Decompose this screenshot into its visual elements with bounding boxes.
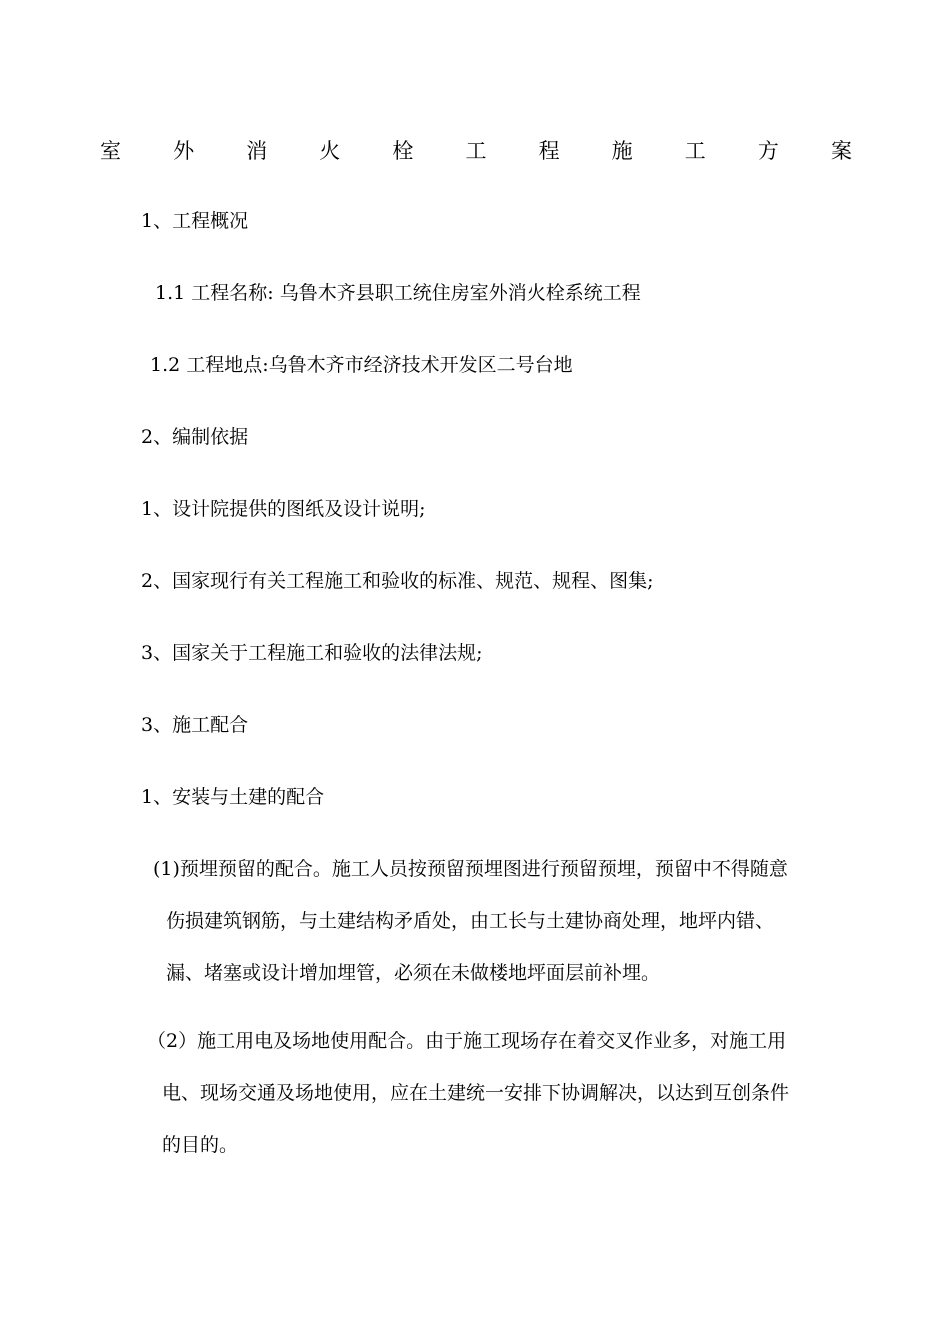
project-location-line: 1.2 工程地点:乌鲁木齐市经济技术开发区二号台地 (150, 354, 573, 376)
paragraph-line: 伤损建筑钢筋，与土建结构矛盾处，由工长与土建协商处理，地坪内错、 (166, 910, 775, 932)
document-title (100, 134, 852, 166)
title-char: 工 (465, 139, 487, 163)
title-char: 方 (757, 139, 779, 163)
title-char: 程 (538, 139, 560, 163)
basis-item-3: 3、国家关于工程施工和验收的法律法规; (141, 642, 483, 664)
paragraph-line: （2）施工用电及场地使用配合。由于施工现场存在着交叉作业多，对施工用 (147, 1030, 787, 1052)
paragraph-power-site-coordination (147, 1015, 789, 1171)
section-2-heading: 2、编制依据 (141, 426, 249, 448)
basis-item-1: 1、设计院提供的图纸及设计说明; (141, 498, 426, 520)
title-char: 工 (684, 139, 706, 163)
paragraph-line: 的目的。 (162, 1134, 239, 1156)
paragraph-line: 电、现场交通及场地使用，应在土建统一安排下协调解决，以达到互创条件 (162, 1082, 790, 1104)
section-1-heading: 1、工程概况 (141, 210, 249, 232)
coordination-item-1: 1、安装与土建的配合 (141, 786, 325, 808)
paragraph-line: (1)预埋预留的配合。施工人员按预留预埋图进行预留预埋，预留中不得随意 (153, 858, 788, 880)
title-char: 栓 (392, 139, 414, 163)
title-char: 室 (100, 139, 121, 163)
section-3-heading: 3、施工配合 (141, 714, 249, 736)
title-char: 火 (319, 139, 341, 163)
title-char: 案 (830, 139, 852, 163)
basis-item-2: 2、国家现行有关工程施工和验收的标准、规范、规程、图集; (141, 570, 654, 592)
project-name-line: 1.1 工程名称: 乌鲁木齐县职工统住房室外消火栓系统工程 (155, 282, 641, 304)
title-char: 外 (173, 139, 195, 163)
paragraph-embedding-coordination (153, 843, 788, 999)
paragraph-line: 漏、堵塞或设计增加埋管，必须在未做楼地坪面层前补埋。 (166, 962, 661, 984)
title-char: 施 (611, 139, 633, 163)
title-char: 消 (246, 139, 268, 163)
